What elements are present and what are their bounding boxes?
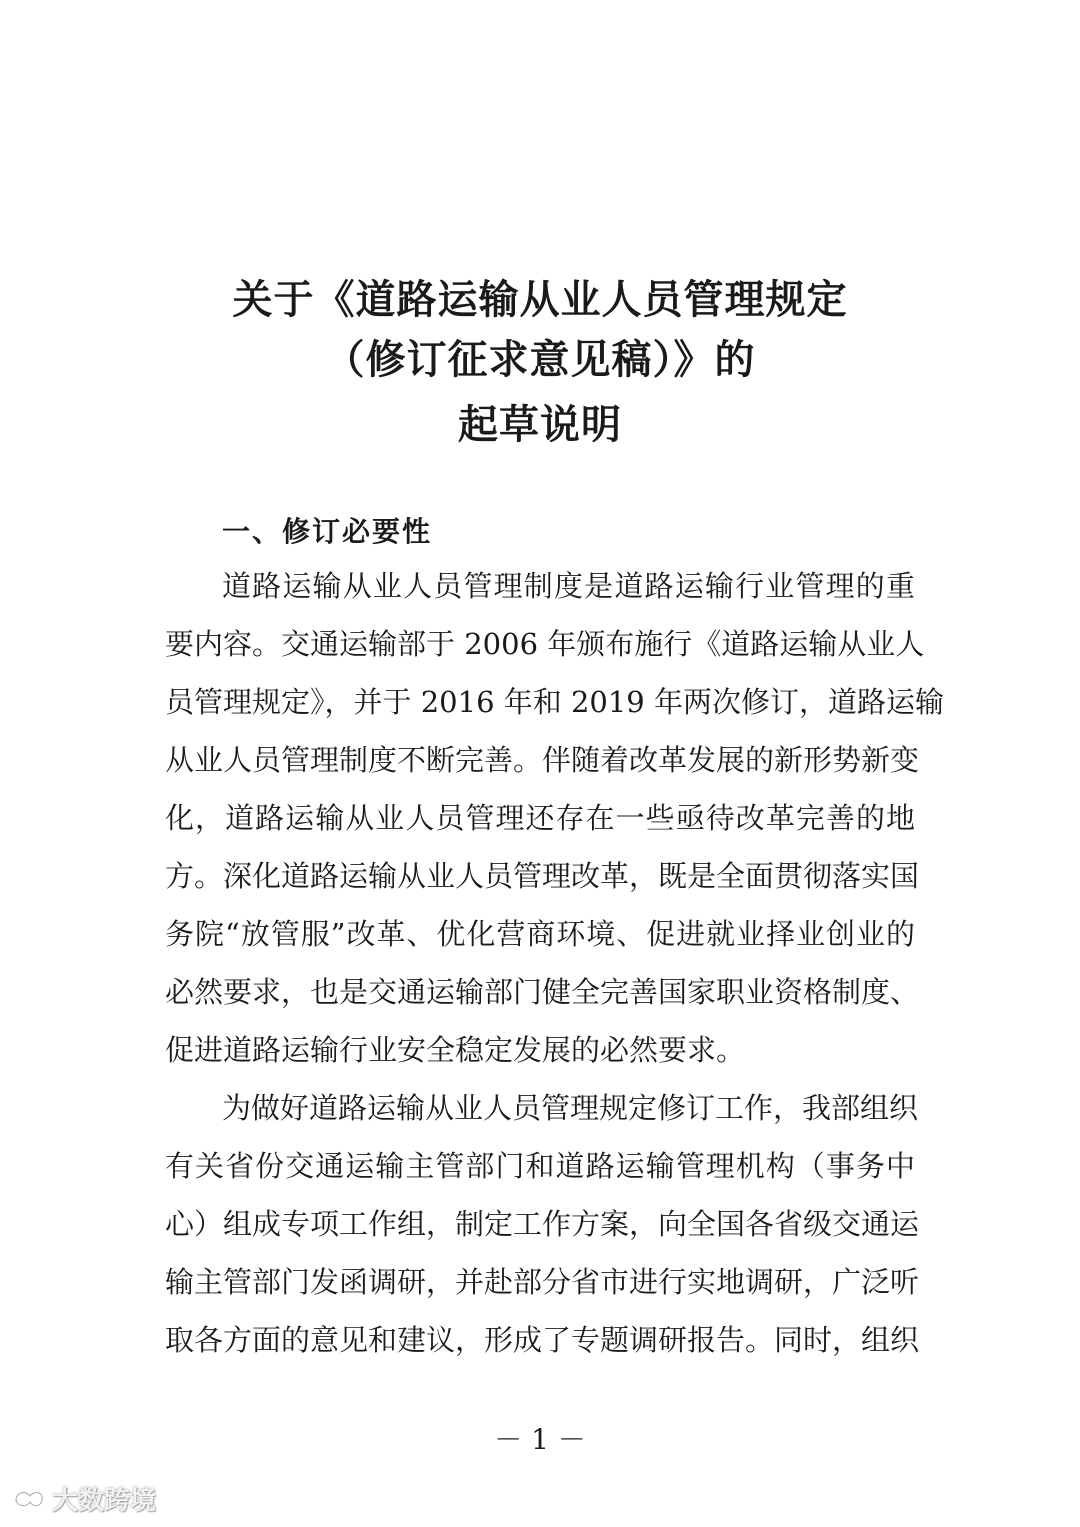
paragraph-line: 取各方面的意见和建议，形成了专题调研报告。同时，组织 xyxy=(165,1323,920,1357)
section-heading: 一、修订必要性 xyxy=(222,515,433,548)
paragraph-line: 道路运输从业人员管理制度是道路运输行业管理的重 xyxy=(222,569,915,603)
paragraph-line: 输主管部门发函调研，并赴部分省市进行实地调研，广泛听 xyxy=(165,1265,920,1299)
watermark xyxy=(12,1480,156,1517)
paragraph-line: 为做好道路运输从业人员管理规定修订工作，我部组织 xyxy=(222,1091,919,1125)
paragraph-line: 从业人员管理制度不断完善。伴随着改革发展的新形势新变 xyxy=(165,743,920,777)
paragraph-line: 化，道路运输从业人员管理还存在一些亟待改革完善的地 xyxy=(165,801,915,835)
document-title-line-2: （修订征求意见稿）》的 xyxy=(324,337,756,383)
paragraph-line: 心）组成专项工作组，制定工作方案，向全国各省级交通运 xyxy=(165,1207,920,1241)
paragraph-line: 务院“放管服”改革、优化营商环境、促进就业择业创业的 xyxy=(165,917,915,951)
paragraph-line: 有关省份交通运输主管部门和道路运输管理机构（事务中 xyxy=(165,1149,915,1183)
paragraph-line: 促进道路运输行业安全稳定发展的必然要求。 xyxy=(165,1033,746,1067)
page-number: － 1 － xyxy=(494,1423,586,1456)
paragraph-line: 方。深化道路运输从业人员管理改革，既是全面贯彻落实国 xyxy=(165,859,920,893)
paragraph-line: 必然要求，也是交通运输部门健全完善国家职业资格制度、 xyxy=(165,975,920,1009)
paragraph-line: 要内容。交通运输部于 2006 年颁布施行《道路运输从业人 xyxy=(165,627,925,661)
paragraph-line: 员管理规定》，并于 2016 年和 2019 年两次修订，道路运输 xyxy=(165,685,944,719)
brand-logo-icon xyxy=(12,1486,46,1512)
document-title-line-3: 起草说明 xyxy=(458,402,622,448)
document-title-line-1: 关于《道路运输从业人员管理规定 xyxy=(232,277,848,323)
watermark-text: 大数跨境 xyxy=(52,1486,157,1516)
